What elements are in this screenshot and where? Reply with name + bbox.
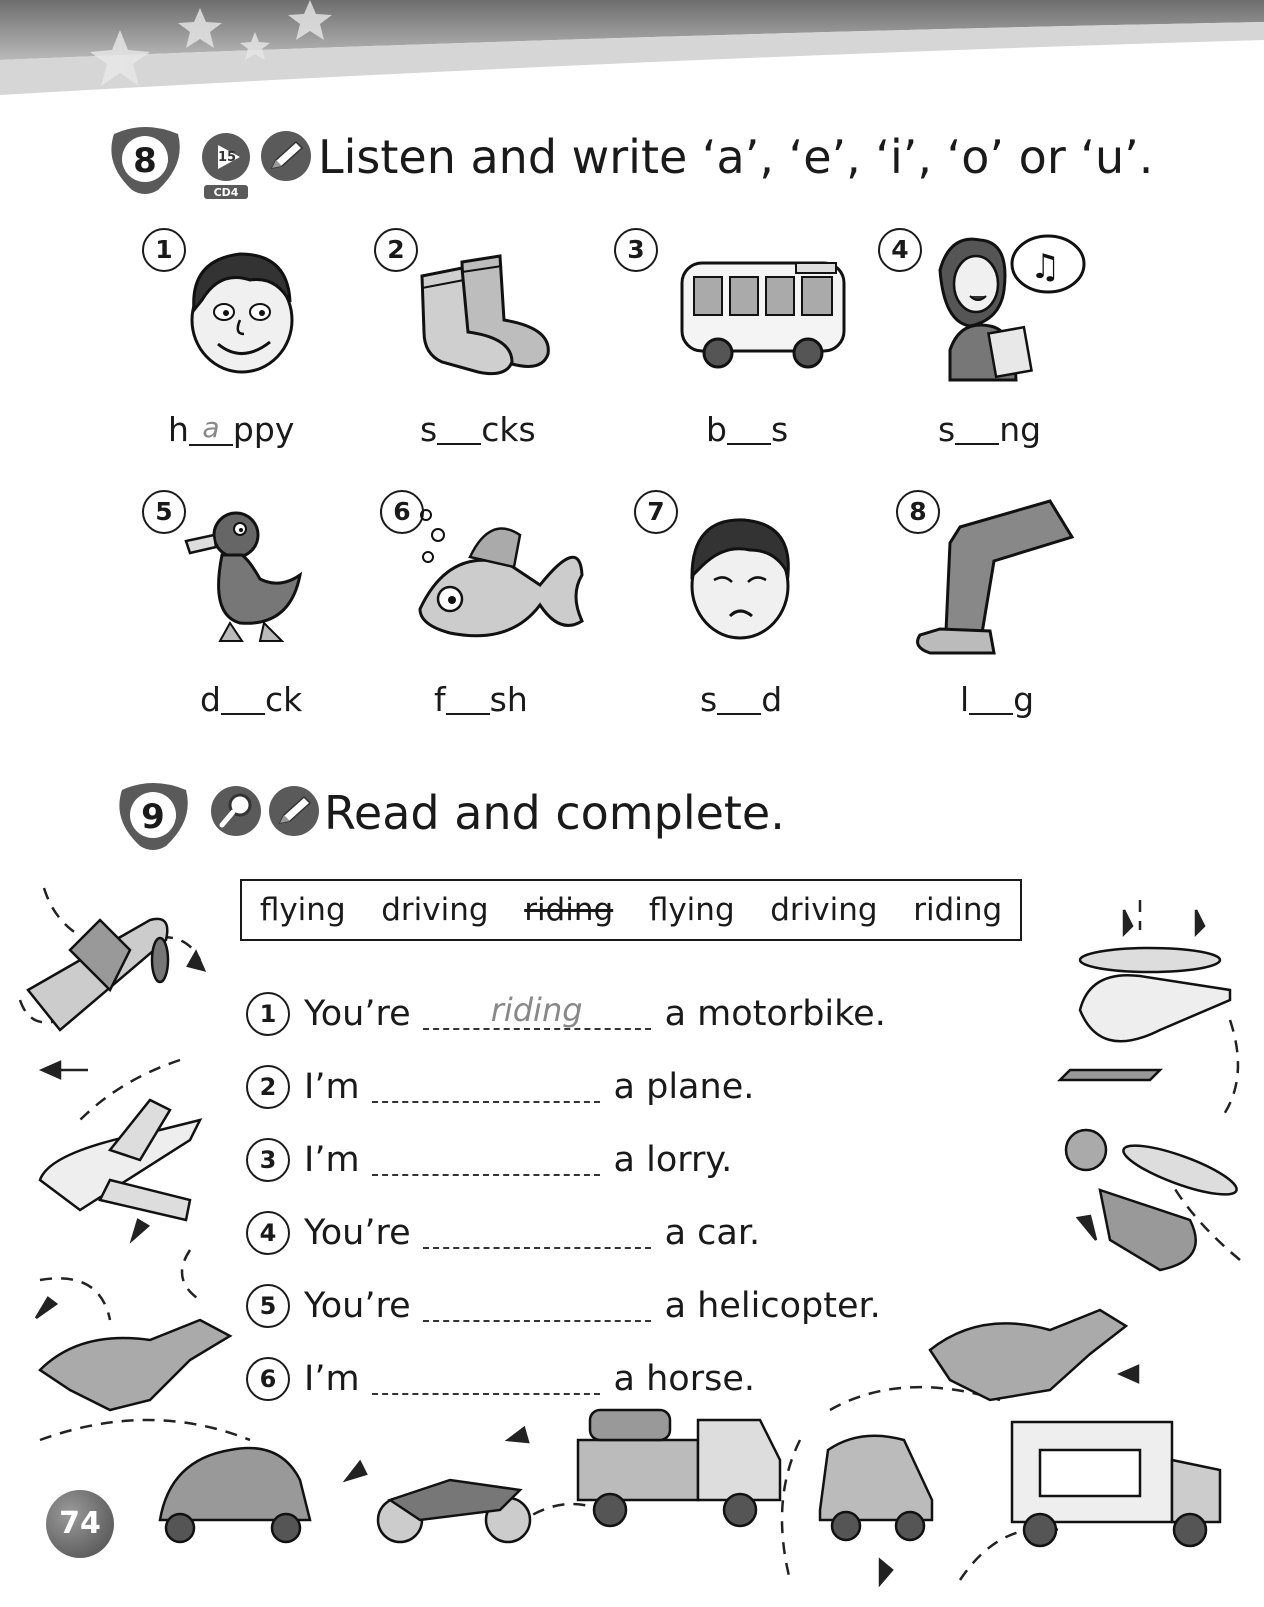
word-item-6: f sh	[434, 680, 528, 719]
sentence-1: 1 You’re riding a motorbike.	[246, 992, 886, 1036]
duck-icon	[180, 505, 310, 650]
answer-blank[interactable]: riding	[423, 998, 651, 1030]
magnifier-icon	[210, 785, 262, 837]
sentence-4: 4 You’re a car.	[246, 1211, 760, 1255]
sentence-number: 4	[246, 1211, 290, 1255]
letter-blank[interactable]	[221, 683, 265, 715]
sentence-6: 6 I’m a horse.	[246, 1357, 755, 1401]
letter-blank[interactable]	[969, 683, 1013, 715]
word-item-2: s cks	[420, 410, 536, 449]
pencil-icon	[268, 785, 320, 837]
letter-blank[interactable]	[727, 413, 771, 445]
exercise-9-number-badge	[114, 780, 192, 852]
sad-boy-icon	[680, 510, 800, 645]
cd-label: CD4	[213, 186, 239, 199]
word-item-5: d ck	[200, 680, 303, 719]
pencil-icon	[260, 130, 312, 182]
exercise-8-number-badge	[106, 124, 184, 196]
exercise-9-title: Read and complete.	[324, 786, 785, 840]
item-number: 6	[380, 490, 424, 534]
word-item-7: s d	[700, 680, 783, 719]
cd-audio-icon[interactable]	[200, 131, 254, 201]
sentence-3: 3 I’m a lorry.	[246, 1138, 732, 1182]
item-number: 3	[614, 228, 658, 272]
letter-blank[interactable]	[717, 683, 761, 715]
item-number: 8	[896, 490, 940, 534]
fish-icon	[410, 505, 590, 655]
word-box-item: riding	[913, 892, 1003, 928]
header-banner	[0, 0, 1264, 110]
page-number: 74	[46, 1490, 114, 1558]
happy-boy-icon	[180, 240, 300, 380]
sentence-number: 3	[246, 1138, 290, 1182]
cd-track-number: 15	[218, 150, 237, 165]
letter-blank[interactable]	[446, 683, 490, 715]
sentence-number: 2	[246, 1065, 290, 1109]
letter-blank[interactable]: a	[189, 414, 233, 446]
item-number: 7	[634, 490, 678, 534]
singing-girl-icon	[930, 230, 1090, 390]
word-box-item: flying	[648, 892, 735, 928]
sentence-5: 5 You’re a helicopter.	[246, 1284, 881, 1328]
socks-icon	[412, 242, 562, 377]
exercise-8-title: Listen and write ‘a’, ‘e’, ‘i’, ‘o’ or ‘u’.	[318, 130, 1154, 184]
word-box-item: flying	[259, 892, 346, 928]
svg-text:8: 8	[133, 141, 157, 181]
letter-blank[interactable]	[955, 413, 999, 445]
item-number: 4	[878, 228, 922, 272]
item-number: 5	[142, 490, 186, 534]
sentence-2: 2 I’m a plane.	[246, 1065, 754, 1109]
sentence-number: 5	[246, 1284, 290, 1328]
word-box-item: driving	[770, 892, 878, 928]
sentence-number: 6	[246, 1357, 290, 1401]
item-number: 1	[142, 228, 186, 272]
bus-icon	[676, 255, 850, 375]
word-item-4: s ng	[938, 410, 1042, 449]
word-item-1: h $^a$ ppy	[168, 410, 295, 449]
item-number: 2	[374, 228, 418, 272]
vehicles-border-decoration	[0, 880, 1264, 1600]
svg-text:9: 9	[141, 797, 165, 837]
svg-text:♫: ♫	[1030, 247, 1061, 287]
sentence-number: 1	[246, 992, 290, 1036]
word-item-8: l g	[960, 680, 1035, 719]
letter-blank[interactable]	[437, 413, 481, 445]
word-item-3: b s	[706, 410, 789, 449]
word-box-item: driving	[381, 892, 489, 928]
word-box-item-used: riding	[524, 892, 614, 928]
leg-icon	[910, 497, 1080, 662]
